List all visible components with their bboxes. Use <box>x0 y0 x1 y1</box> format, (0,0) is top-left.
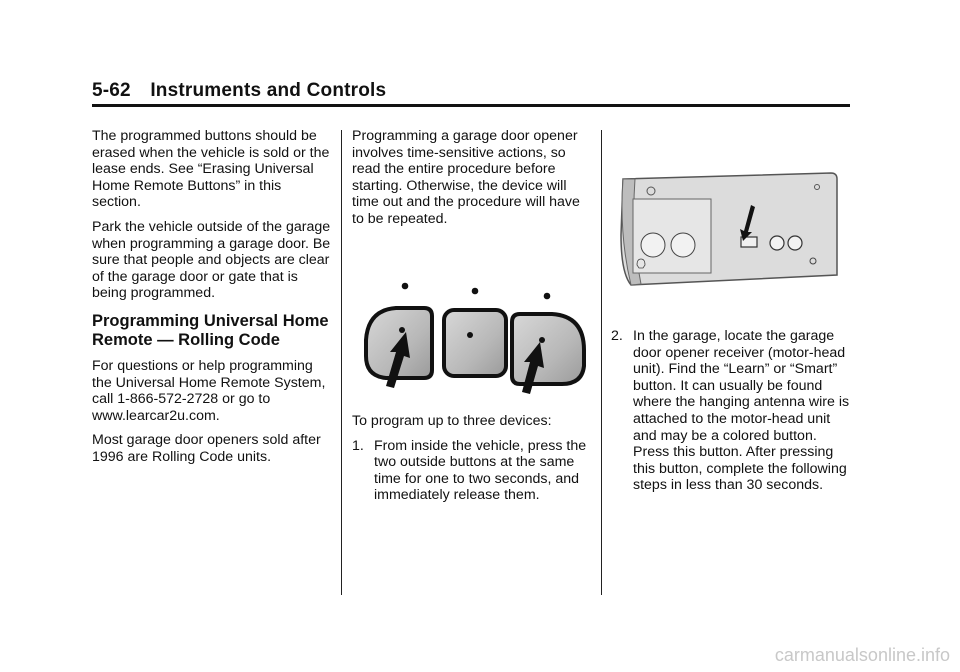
step-2 <box>611 328 851 494</box>
header-text <box>92 80 850 102</box>
safety-label-right-icon <box>671 233 695 257</box>
paragraph-program-intro: To program up to three devices: <box>352 413 552 429</box>
indicator-light-left <box>402 283 409 290</box>
left-button-dot <box>399 327 405 333</box>
column-2-steps <box>352 413 588 504</box>
column-2 <box>352 128 588 236</box>
middle-button-dot <box>467 332 473 338</box>
step-2-number: 2. <box>611 328 623 344</box>
step-1-number: 1. <box>352 437 364 454</box>
remote-buttons-illustration <box>356 270 591 400</box>
paragraph-rolling-code: Most garage door openers sold after 1996 are Rolling Code units. <box>92 432 321 465</box>
page-number: 5-62 <box>92 80 131 101</box>
middle-button-shape <box>444 310 506 376</box>
dip-switch-right-icon <box>788 236 802 250</box>
column-1 <box>92 128 332 474</box>
dip-switch-left-icon <box>770 236 784 250</box>
section-title: Instruments and Controls <box>150 80 387 101</box>
indicator-light-middle <box>472 288 479 295</box>
step-1 <box>352 438 588 504</box>
safety-label-left-icon <box>641 233 665 257</box>
step-1-text: From inside the vehicle, press the two outside buttons at the same time for one to two seconds, and immediately release them. <box>374 437 587 504</box>
column-divider-1 <box>341 130 342 595</box>
step-2-text: In the garage, locate the garage door opener receiver (motor-head unit). Find the “Learn” or “Smart” button. It can usually be found where the hanging antenna wire is attached to the motor-head unit and may be a colored button. Press this button. After pressing this button, complete the following steps in less than 30 seconds. <box>633 328 850 494</box>
garage-opener-receiver-illustration <box>617 165 841 305</box>
paragraph-park-note: Park the vehicle outside of the garage when programming a garage door. Be sure that people and objects are clear of the garage door or gate that is being programmed. <box>92 218 331 302</box>
header-rule <box>92 104 850 107</box>
column-divider-2 <box>601 130 602 595</box>
paragraph-erase-note: The programmed buttons should be erased when the vehicle is sold or the lease ends. See “Erasing Universal Home Remote Buttons” in this section. <box>92 128 330 211</box>
watermark: carmanualsonline.info <box>774 645 950 665</box>
section-heading: Programming Universal Home Remote — Rolling Code <box>92 311 329 349</box>
column-3 <box>611 328 851 494</box>
indicator-light-right <box>544 293 551 300</box>
page-header <box>92 80 850 102</box>
paragraph-help: For questions or help programming the Universal Home Remote System, call 1-866-572-2728 or go to www.learcar2u.com. <box>92 357 326 424</box>
right-button-shape <box>512 314 584 384</box>
right-button-dot <box>539 337 545 343</box>
paragraph-time-sensitive: Programming a garage door opener involves time-sensitive actions, so read the entire procedure before starting. Otherwise, the device will time out and the procedure will have to be repeated. <box>352 128 580 227</box>
